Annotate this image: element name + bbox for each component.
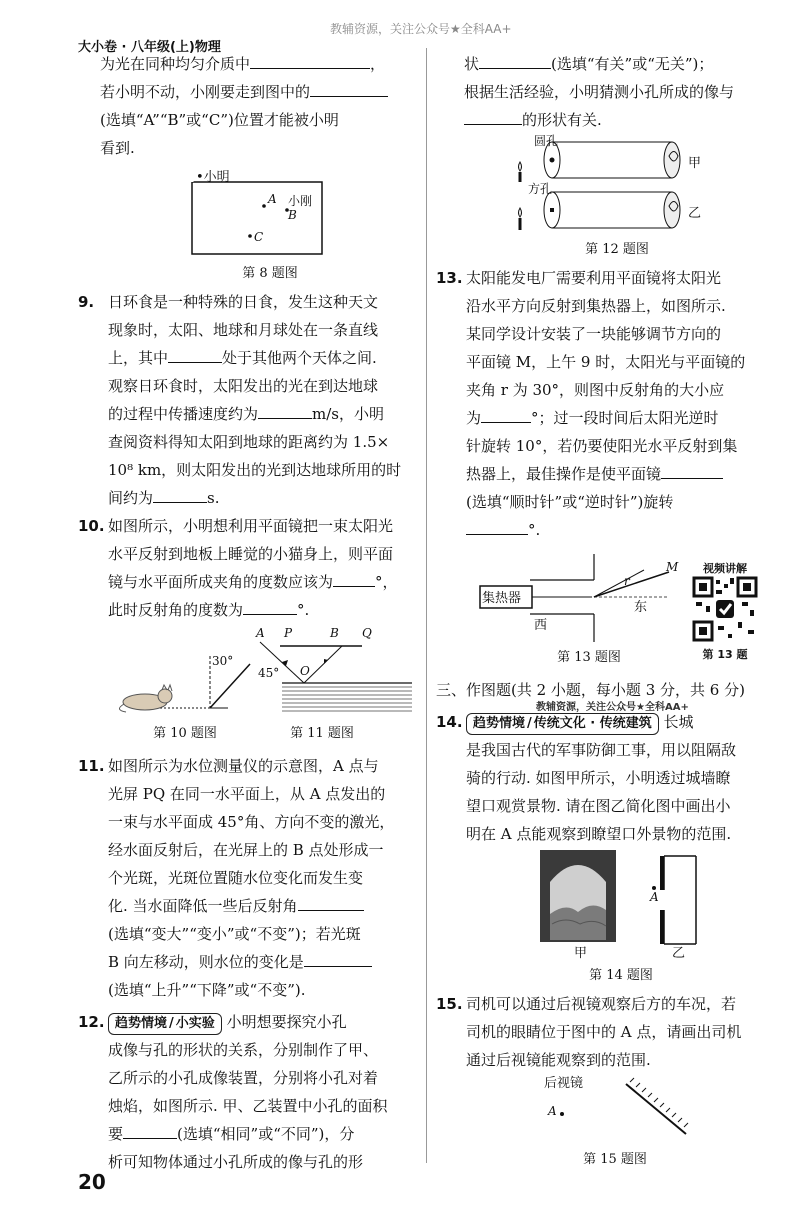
figure-8 xyxy=(180,166,330,286)
label-east: 东 xyxy=(634,600,648,615)
question-14: 14. 趋势情境 / 传统文化 · 传统建筑 长城 是我国古代的军事防御工事，用以阻隔敌 骑的行动. 如图甲所示，小明透过城墙瞭 望口观赏景物. 请在图乙简化图中画出小 明在 A 点能观察到瞭望口外景物的范围. xyxy=(436,713,737,843)
q8-line: 看到. xyxy=(100,139,135,157)
trend-tag: 趋势情境 / 传统文化 · 传统建筑 xyxy=(466,713,659,735)
label-west: 西 xyxy=(534,618,548,633)
label-A: A xyxy=(256,626,265,640)
label-A: A xyxy=(650,890,659,904)
collector-label: 集热器 xyxy=(482,591,522,606)
question-15: 15. 司机可以通过后视镜观察后方的车况，若 司机的眼睛位于图中的 A 点，请画出司机 通过后视镜能观察到的范围. xyxy=(436,995,742,1069)
label-r: r xyxy=(624,574,630,588)
figure-14 xyxy=(536,848,716,988)
left-column xyxy=(100,50,418,162)
label-xiaoming: •小明 xyxy=(196,170,230,185)
question-12-continued: 状 (选填“有关”或“无关”)； 根据生活经验，小明猜测小孔所成的像与 的形状有关. xyxy=(464,50,784,134)
page-number: 20 xyxy=(78,1170,106,1194)
inline-watermark: 教辅资源，关注公众号★全科AA+ xyxy=(536,702,689,713)
label-square-hole: 方孔 xyxy=(528,182,553,196)
section-3-title: 三、作图题(共 2 小题，每小题 3 分，共 6 分) xyxy=(436,681,745,699)
q8-line: (选填“A”“B”或“C”)位置才能被小明 xyxy=(100,111,339,129)
label-yi: 乙 xyxy=(672,946,686,961)
figure-15-caption: 第 15 题图 xyxy=(583,1152,647,1167)
label-yi: 乙 xyxy=(688,206,702,221)
header-watermark: 教辅资源，关注公众号★全科AA+ xyxy=(330,22,512,36)
qr-title: 视频讲解 xyxy=(703,562,747,575)
label-M: M xyxy=(666,560,679,574)
figure-10 xyxy=(110,636,260,746)
question-10: 10. 如图所示，小明想利用平面镜把一束太阳光 水平反射到地板上睡觉的小猫身上，则平面 镜与水平面所成夹角的度数应该为 °， 此时反射角的度数为 °. xyxy=(78,517,398,619)
label-C: C xyxy=(254,230,264,244)
q8-line: 若小明不动，小刚要走到图中的 xyxy=(100,78,418,106)
label-O: O xyxy=(300,664,310,678)
question-13: 13. 太阳能发电厂需要利用平面镜将太阳光 沿水平方向反射到集热器上，如图所示. 某同学设计安装了一块能够调节方向的 平面镜 M，上午 9 时，太阳光与平面镜的 夹角 r 为 30°，则图中反射角的大小应 为 °；过一段时间后太阳光逆时 针旋转 10°，若仍要使阳光水平反射到集 热器上，最佳操作是使平面镜 (选填“顺时针”或“逆时针”)旋转 °. xyxy=(436,269,746,539)
question-9: 9. 日环食是一种特殊的日食，发生这种天文 现象时，太阳、地球和月球处在一条直线 上，其中 处于其他两个天体之间. 观察日环食时，太阳发出的光在到达地球 的过程中传播速度约为 m/s，小明 查阅资料得知太阳到地球的距离约为 1.5× 10⁸ km，则太阳发出的光到达地球所用的时 间约为 s. xyxy=(78,293,402,507)
label-rear-mirror: 后视镜 xyxy=(544,1076,584,1091)
qr-code-icon[interactable] xyxy=(692,576,758,642)
q8-line: 为光在同种均匀介质中 ， xyxy=(100,50,418,78)
label-B: B xyxy=(330,626,339,640)
column-divider xyxy=(426,48,427,1163)
figure-11-caption: 第 11 题图 xyxy=(290,726,354,741)
figure-11 xyxy=(252,628,417,746)
label-round-hole: 圆孔 xyxy=(534,134,559,148)
label-xiaogang: 小刚 xyxy=(288,194,313,208)
label-jia: 甲 xyxy=(688,156,702,171)
figure-10-diagram xyxy=(110,636,260,718)
label-A: A xyxy=(268,192,277,206)
figure-14-caption: 第 14 题图 xyxy=(589,968,653,983)
angle-label: 30° xyxy=(212,654,234,668)
label-A: A xyxy=(548,1104,557,1118)
question-11: 11. 如图所示为水位测量仪的示意图，A 点与 光屏 PQ 在同一水平面上，从 A 点发出的 一束与水平面成 45°角、方向不变的激光， 经水面反射后，在光屏上的 B 点处形成一 个光斑，光斑位置随水位变化而发生变 化. 当水面降低一些后反射角 (选填“变大”“变小”或“不变”)；若光斑 B 向左移动，则水位的变化是 (选填“上升”“下降”或“不变”). xyxy=(78,757,395,999)
figure-13 xyxy=(474,550,684,668)
question-12: 12. 趋势情境 / 小实验 小明想要探究小孔 成像与孔的形状的关系，分别制作了甲、 乙所示的小孔成像装置，分别将小孔对着 烛焰，如图所示. 甲、乙装置中小孔的面积 要 (选填“相同”或“不同”)，分 析可知物体通过小孔所成的像与孔的形 xyxy=(78,1013,388,1171)
figure-8-caption: 第 8 题图 xyxy=(242,266,298,281)
trend-tag: 趋势情境 / 小实验 xyxy=(108,1013,222,1035)
figure-14-diagram xyxy=(536,848,716,958)
figure-10-caption: 第 10 题图 xyxy=(153,726,217,741)
label-B: B xyxy=(288,208,297,222)
label-jia: 甲 xyxy=(574,946,588,961)
figure-15 xyxy=(540,1072,700,1172)
figure-13-caption: 第 13 题图 xyxy=(557,650,621,665)
label-Q: Q xyxy=(362,626,372,640)
header-book-title: 大小卷 · 八年级(上)物理 xyxy=(78,40,221,55)
qr-code-block[interactable] xyxy=(690,560,760,664)
figure-12-caption: 第 12 题图 xyxy=(585,242,649,257)
figure-12 xyxy=(512,132,722,260)
qr-caption: 第 13 题 xyxy=(702,648,748,661)
label-P: P xyxy=(284,626,293,640)
angle-label: 45° xyxy=(258,666,280,680)
